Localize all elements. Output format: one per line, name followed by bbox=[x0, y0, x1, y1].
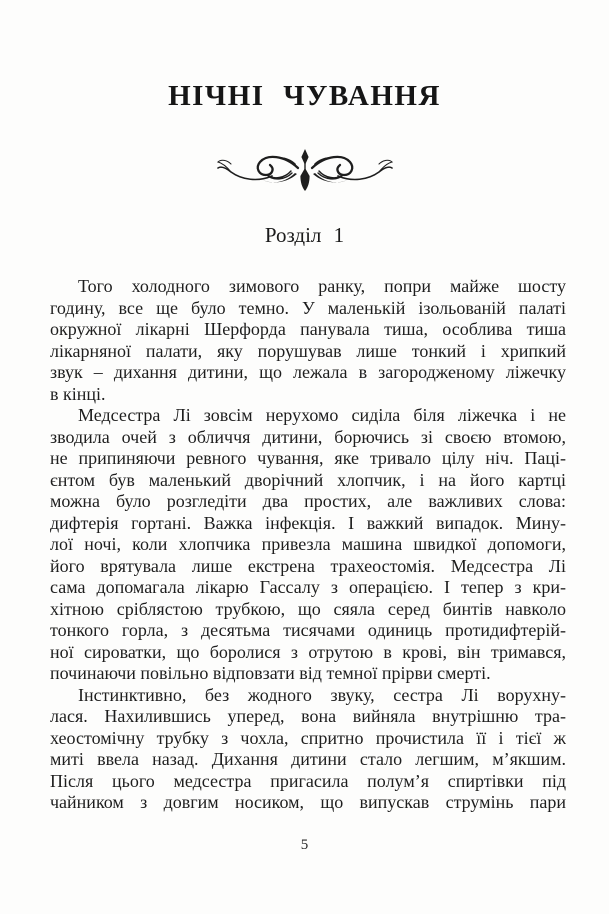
text-line: тонкого горла, з десятьма тисячами одиниць протидифтерій- bbox=[50, 620, 566, 640]
text-line: сама допомагала лікарю Гассалу з операцією. І тепер з кри- bbox=[50, 577, 566, 597]
text-line: ної сироватки, що боролися з отрутою в крові, він тримався, bbox=[50, 641, 566, 662]
text-line: починаючи повільно відповзати від темної прірви смерті. bbox=[50, 663, 491, 683]
text-line: Медсестра Лі зовсім нерухомо сиділа біля ліжечка і не bbox=[78, 405, 566, 425]
text-line: єнтом був маленький дворічний хлопчик, і на його картці bbox=[50, 469, 566, 490]
text-line: дифтерія гортані. Важка інфекція. І важкий випадок. Мину- bbox=[50, 512, 566, 533]
paragraph bbox=[50, 276, 566, 405]
text-line: його врятувала лише екстрена трахеостомія. Медсестра Лі bbox=[50, 555, 566, 576]
chapter-heading: Розділ 1 bbox=[264, 223, 345, 247]
paragraph bbox=[50, 685, 566, 814]
text-line: лікарняної палати, яку порушував лише тонкий і хрипкий bbox=[50, 340, 566, 361]
text-line: звук – дихання дитини, що лежала в загородженому ліжечку bbox=[50, 362, 566, 382]
text-line: не припиняючи ревного чування, яке тривало цілу ніч. Паці- bbox=[50, 448, 566, 468]
text-line: Інстинктивно, без жодного звуку, сестра Лі ворухну- bbox=[78, 684, 566, 705]
text-line: лої ночі, коли хлопчика привезла машина швидкої допомоги, bbox=[50, 534, 566, 554]
body-text bbox=[50, 276, 566, 814]
text-line: хітною сріблястою трубкою, що сяяла серед бинтів навколо bbox=[50, 598, 566, 619]
text-line: окружної лікарні Шерфорда панувала тиша, особлива тиша bbox=[50, 319, 566, 339]
text-line: можна було розгледіти два простих, але важливих слова: bbox=[50, 491, 566, 511]
text-line: Після цього медсестра пригасила полум’я спиртівки під bbox=[50, 770, 566, 791]
floral-divider-icon bbox=[0, 147, 609, 193]
page-number: 5 bbox=[300, 837, 309, 853]
paragraph bbox=[50, 405, 566, 685]
text-line: чайником з довгим носиком, що випускав струмінь пари bbox=[50, 792, 566, 812]
text-line: миті ввела назад. Дихання дитини стало легшим, м’якшим. bbox=[50, 749, 566, 769]
text-line: годину, все ще було темно. У маленькій ізольованій палаті bbox=[50, 297, 566, 318]
text-line: в кінці. bbox=[50, 383, 106, 404]
text-line: Того холодного зимового ранку, попри майже шосту bbox=[78, 276, 566, 296]
text-line: лася. Нахилившись уперед, вона вийняла внутрішню тра- bbox=[50, 706, 566, 726]
book-title: НІЧНІ ЧУВАННЯ bbox=[168, 80, 441, 112]
text-line: хеостомічну трубку з чохла, спритно прочистила її і тієї ж bbox=[50, 727, 566, 748]
text-line: зводила очей з обличчя дитини, борючись зі своєю втомою, bbox=[50, 426, 566, 447]
